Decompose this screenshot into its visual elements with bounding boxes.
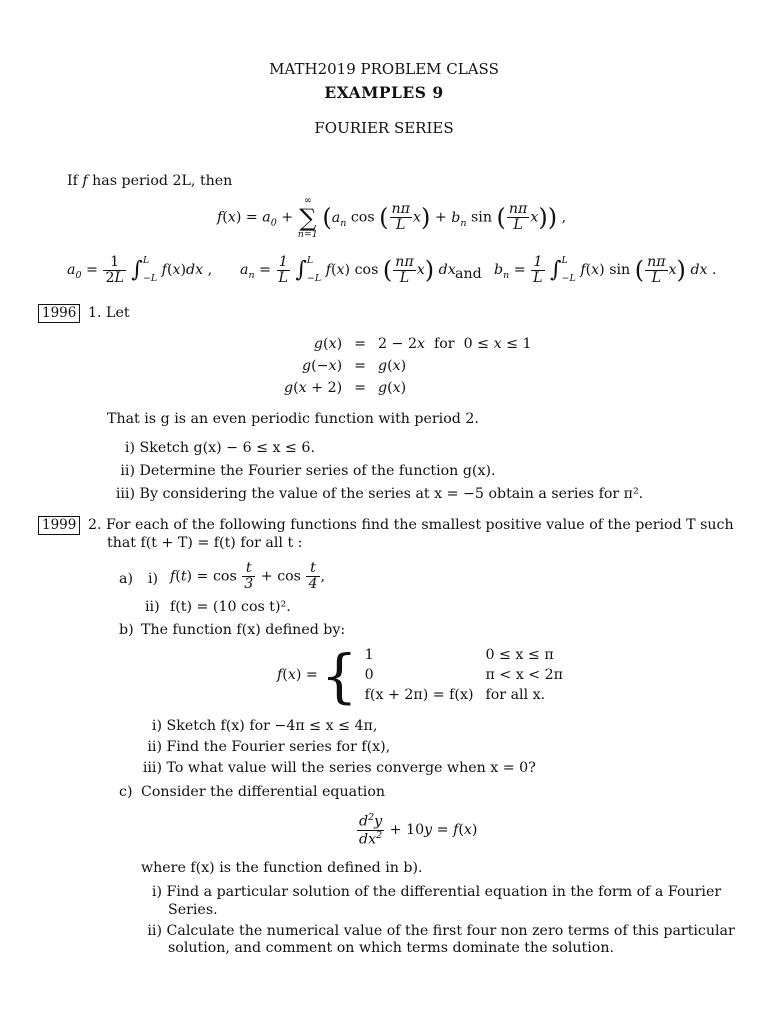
problem2-intro-line1: 2. For each of the following functions find the smallest positive value of the period T such bbox=[88, 517, 734, 533]
fourier-series-formula: $f(x) = a_0$ + ∞ ∑ n=1 ($a_n$ cos ( $\frac{n\pi}{L}$ $x) + b_n$ sin ( $\frac{n\pi}{L}$ x)) , bbox=[217, 195, 567, 240]
part-c-where: where f(x) is the function defined in b). bbox=[141, 860, 423, 876]
part-c-text: Consider the differential equation bbox=[141, 784, 386, 800]
part-a-label: a) bbox=[119, 571, 133, 587]
problem1-definition: g(x) = 2 − 2x for 0 ≤ x ≤ 1 g(−x) = g(x) g(x + 2) = g(x) bbox=[284, 336, 532, 396]
part-b-items bbox=[140, 718, 700, 781]
part-c-item-ii: ii) Calculate the numerical value of the first four non zero terms of this particular solution, and comment on which terms dominate the solution. bbox=[147, 922, 735, 957]
coefficient-an: $a_n$ = $\frac{1}{L}$ ∫L −L f(x) cos ( $\frac{n\pi}{L}$ x) dx bbox=[240, 253, 456, 286]
part-a-ii-label: ii) bbox=[145, 599, 160, 615]
intro-f: f bbox=[82, 173, 88, 189]
year-badge-1996: 1996 bbox=[38, 304, 80, 323]
coefficient-a0: $a_0$ = $\frac{1}{2L}$ ∫L −L f(x)dx , bbox=[67, 253, 213, 286]
topic-title: FOURIER SERIES bbox=[314, 119, 454, 137]
part-b-item-ii: ii) Find the Fourier series for f(x), bbox=[147, 739, 391, 755]
problem1-part-ii: ii) Determine the Fourier series of the function g(x). bbox=[120, 463, 496, 479]
problem1-part-iii: iii) By considering the value of the series at x = −5 obtain a series for π². bbox=[115, 486, 644, 502]
part-a-i-formula: f(t) = cos $\frac{t}{3}$ + cos $\frac{t}{4}$ , bbox=[170, 560, 326, 592]
problem1-summary: That is g is an even periodic function with period 2. bbox=[107, 411, 479, 427]
part-b-text: The function f(x) defined by: bbox=[141, 622, 346, 638]
problem1-parts bbox=[107, 440, 687, 509]
part-b-item-i: i) Sketch f(x) for −4π ≤ x ≤ 4π, bbox=[151, 718, 378, 734]
problem2-intro-line2: that f(t + T) = f(t) for all t : bbox=[107, 535, 303, 551]
part-c-label: c) bbox=[119, 784, 133, 800]
and-word: and bbox=[455, 266, 482, 282]
piecewise-definition: f(x) = { 1 0 ≤ x ≤ π 0 π < x < 2π f(x + 2π) = f(x) for all x. bbox=[277, 642, 563, 710]
problem1-part-i: i) Sketch g(x) − 6 ≤ x ≤ 6. bbox=[124, 440, 315, 456]
intro-text: has period 2L, then bbox=[92, 173, 233, 189]
part-c-items bbox=[140, 884, 735, 958]
year-badge-1999: 1999 bbox=[38, 516, 80, 535]
part-a-ii-formula: f(t) = (10 cos t)². bbox=[170, 599, 291, 615]
differential-equation: $\frac{d^2y}{dx^2}$ + 10y = f(x) bbox=[359, 812, 478, 848]
part-b-item-iii: iii) To what value will the series converge when x = 0? bbox=[142, 760, 536, 776]
intro-line bbox=[67, 173, 232, 191]
examples-title: EXAMPLES 9 bbox=[324, 83, 444, 102]
intro-lead: If bbox=[67, 173, 78, 189]
course-title: MATH2019 PROBLEM CLASS bbox=[269, 60, 499, 78]
part-c-item-i: i) Find a particular solution of the differential equation in the form of a Fourier Series. bbox=[151, 884, 722, 918]
coefficient-bn: $b_n$ = $\frac{1}{L}$ ∫L −L f(x) sin ( $\frac{n\pi}{L}$ x) dx . bbox=[494, 253, 717, 286]
sum-symbol: ∞ ∑ n=1 bbox=[297, 195, 318, 240]
problem1-heading: 1. Let bbox=[88, 305, 130, 321]
part-a-i-label: i) bbox=[148, 571, 159, 587]
part-b-label: b) bbox=[119, 622, 134, 638]
